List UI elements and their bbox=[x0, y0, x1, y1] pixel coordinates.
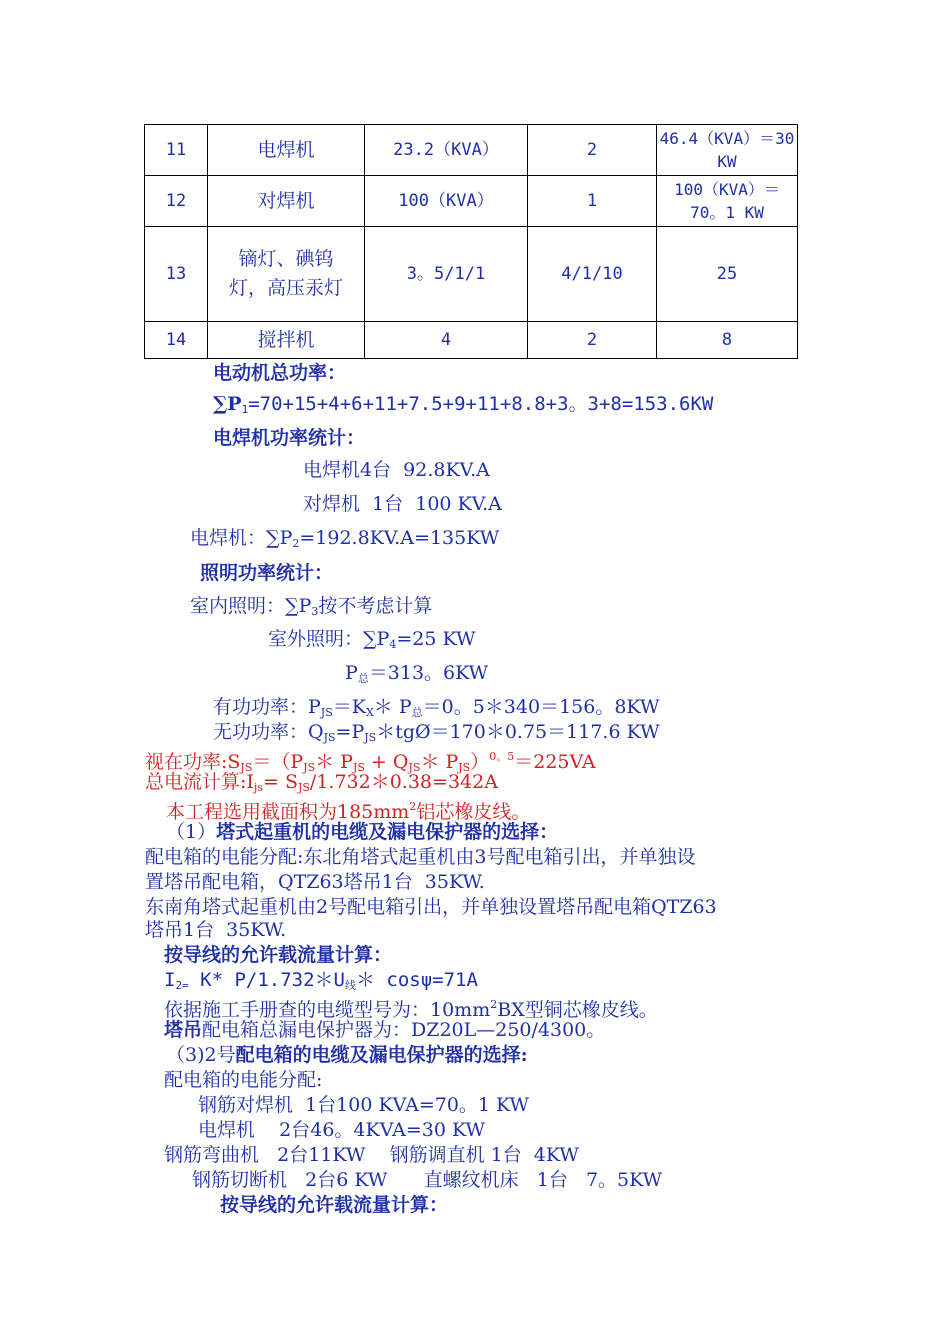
text: K* P/1.732＊U bbox=[188, 969, 345, 991]
text: 配电箱的电缆及漏电保护器的选择: bbox=[235, 1044, 528, 1066]
subscript: JS bbox=[297, 781, 310, 794]
motor-heading: 电动机总功率： bbox=[213, 362, 347, 384]
text: BX型铜芯橡皮线。 bbox=[497, 999, 658, 1021]
table-row bbox=[145, 125, 798, 176]
text: （1） bbox=[166, 821, 217, 843]
box2-distribution: 配电箱的电能分配: bbox=[164, 1069, 323, 1091]
superscript: 2 bbox=[409, 800, 417, 813]
text: 本工程选用截面积为185mm bbox=[166, 801, 410, 823]
table-row bbox=[145, 176, 798, 227]
text: 总电流计算:I bbox=[145, 771, 254, 793]
text: ＊ cosψ=71A bbox=[355, 969, 478, 991]
subscript: 2 bbox=[292, 537, 300, 550]
cell-name: 搅拌机 bbox=[208, 322, 365, 359]
welder-heading: 电焊机功率统计： bbox=[213, 427, 366, 449]
text: + Q bbox=[364, 751, 409, 773]
text: ＝313。6KW bbox=[368, 662, 489, 684]
cell-total: 46.4（KVA）＝30 KW bbox=[657, 125, 798, 176]
text: 塔吊 bbox=[164, 1019, 203, 1041]
cell-total: 100（KVA）＝70。1 KW bbox=[657, 176, 798, 227]
welder-total bbox=[190, 526, 499, 556]
tower-paragraph-1a: 配电箱的电能分配:东北角塔式起重机由3号配电箱引出，并单独设 bbox=[145, 846, 696, 868]
cell-name: 镝灯、碘钨灯，高压汞灯 bbox=[208, 227, 365, 322]
cell-qty: 4/1/10 bbox=[528, 227, 657, 322]
outdoor-lighting bbox=[268, 627, 476, 657]
subscript: JS bbox=[303, 761, 316, 774]
text: ＊ P bbox=[373, 696, 412, 718]
cell-no: 13 bbox=[145, 227, 208, 322]
subscript: 总 bbox=[411, 706, 423, 719]
cell-no: 12 bbox=[145, 176, 208, 227]
total-power bbox=[345, 661, 488, 691]
text: I bbox=[164, 969, 176, 991]
box2-item-4: 钢筋切断机 2台6 KW 直螺纹机床 1台 7。5KW bbox=[192, 1169, 663, 1191]
box2-item-3: 钢筋弯曲机 2台11KW 钢筋调直机 1台 4KW bbox=[164, 1144, 579, 1166]
tower-paragraph-2b: 塔吊1台 35KW. bbox=[145, 919, 287, 941]
tower-breaker bbox=[164, 1018, 605, 1042]
subscript: 3 bbox=[311, 605, 319, 618]
subscript: 总 bbox=[357, 672, 369, 685]
subscript: 线 bbox=[344, 979, 356, 992]
subscript: JS bbox=[408, 761, 421, 774]
text: 室内照明：∑P bbox=[190, 595, 312, 617]
text: /1.732＊0.38=342A bbox=[309, 771, 498, 793]
subscript: JS bbox=[352, 761, 365, 774]
indoor-lighting bbox=[190, 594, 432, 624]
text: 塔式起重机的电缆及漏电保护器的选择： bbox=[216, 821, 559, 843]
text: =P bbox=[335, 721, 365, 743]
tower-heading bbox=[166, 820, 558, 844]
text: 有功功率：P bbox=[213, 696, 321, 718]
text: 按不考虑计算 bbox=[318, 595, 433, 617]
butt-welder-line: 对焊机 1台 100 KV.A bbox=[303, 493, 502, 515]
sum-expression: =70+15+4+6+11+7.5+9+11+8.8+3。3+8=153.6KW bbox=[248, 393, 714, 415]
subscript: JS bbox=[458, 761, 471, 774]
text: 铝芯橡皮线。 bbox=[416, 801, 531, 823]
cell-name: 对焊机 bbox=[208, 176, 365, 227]
sum-symbol: ∑P bbox=[213, 393, 242, 415]
cell-name: 电焊机 bbox=[208, 125, 365, 176]
subscript: JS bbox=[323, 731, 336, 744]
text: （3)2号 bbox=[166, 1044, 236, 1066]
cell-spec: 4 bbox=[365, 322, 528, 359]
text: ＝（P bbox=[252, 751, 304, 773]
cell-qty: 2 bbox=[528, 125, 657, 176]
text: 电焊机：∑P bbox=[190, 527, 293, 549]
subscript: 4 bbox=[389, 638, 397, 651]
text: = S bbox=[262, 771, 298, 793]
text: 无功功率：Q bbox=[213, 721, 324, 743]
tower-flow-heading: 按导线的允许载流量计算： bbox=[164, 944, 393, 966]
cell-spec: 23.2（KVA） bbox=[365, 125, 528, 176]
subscript: JS bbox=[364, 731, 377, 744]
box2-item-1: 钢筋对焊机 1台100 KVA=70。1 KW bbox=[198, 1094, 530, 1116]
cell-no: 14 bbox=[145, 322, 208, 359]
text: 室外照明：∑P bbox=[268, 628, 390, 650]
text: ） bbox=[470, 751, 490, 773]
motor-sum bbox=[213, 392, 713, 422]
cell-spec: 3。5/1/1 bbox=[365, 227, 528, 322]
subscript: 1 bbox=[241, 403, 249, 416]
cell-spec: 100（KVA） bbox=[365, 176, 528, 227]
text: ＝K bbox=[332, 696, 366, 718]
subscript: JS bbox=[240, 761, 253, 774]
cell-qty: 1 bbox=[528, 176, 657, 227]
table-row bbox=[145, 227, 798, 322]
text: ＊ P bbox=[420, 751, 459, 773]
subscript: 2= bbox=[175, 979, 189, 992]
table-row bbox=[145, 322, 798, 359]
box2-flow-heading: 按导线的允许载流量计算： bbox=[220, 1194, 449, 1216]
text: ＊tgØ＝170＊0.75＝117.6 KW bbox=[376, 721, 660, 743]
tower-paragraph-2a: 东南角塔式起重机由2号配电箱引出，并单独设置塔吊配电箱QTZ63 bbox=[145, 896, 717, 918]
equipment-table bbox=[144, 124, 798, 359]
welder-line: 电焊机4台 92.8KV.A bbox=[303, 459, 490, 481]
lighting-heading: 照明功率统计： bbox=[200, 562, 334, 584]
text: =25 KW bbox=[396, 628, 476, 650]
text: ＝0。5＊340＝156。8KW bbox=[422, 696, 660, 718]
superscript: 0。5 bbox=[489, 750, 515, 763]
text: ＊ P bbox=[315, 751, 353, 773]
text: 依据施工手册查的电缆型号为：10mm bbox=[164, 999, 491, 1021]
text: ＝225VA bbox=[514, 751, 596, 773]
text: 配电箱总漏电保护器为：DZ20L—250/4300。 bbox=[202, 1019, 606, 1041]
text: 视在功率:S bbox=[145, 751, 241, 773]
subscript: js bbox=[253, 781, 263, 794]
subscript: JS bbox=[320, 706, 333, 719]
cell-no: 11 bbox=[145, 125, 208, 176]
box2-heading bbox=[166, 1043, 528, 1067]
tower-paragraph-1b: 置塔吊配电箱，QTZ63塔吊1台 35KW. bbox=[145, 871, 485, 893]
cell-total: 25 bbox=[657, 227, 798, 322]
superscript: 2 bbox=[490, 998, 498, 1011]
subscript: X bbox=[365, 706, 374, 719]
cell-total: 8 bbox=[657, 322, 798, 359]
box2-item-2: 电焊机 2台46。4KVA=30 KW bbox=[198, 1119, 486, 1141]
text: =192.8KV.A=135KW bbox=[299, 527, 500, 549]
cell-qty: 2 bbox=[528, 322, 657, 359]
text: P bbox=[345, 662, 358, 684]
